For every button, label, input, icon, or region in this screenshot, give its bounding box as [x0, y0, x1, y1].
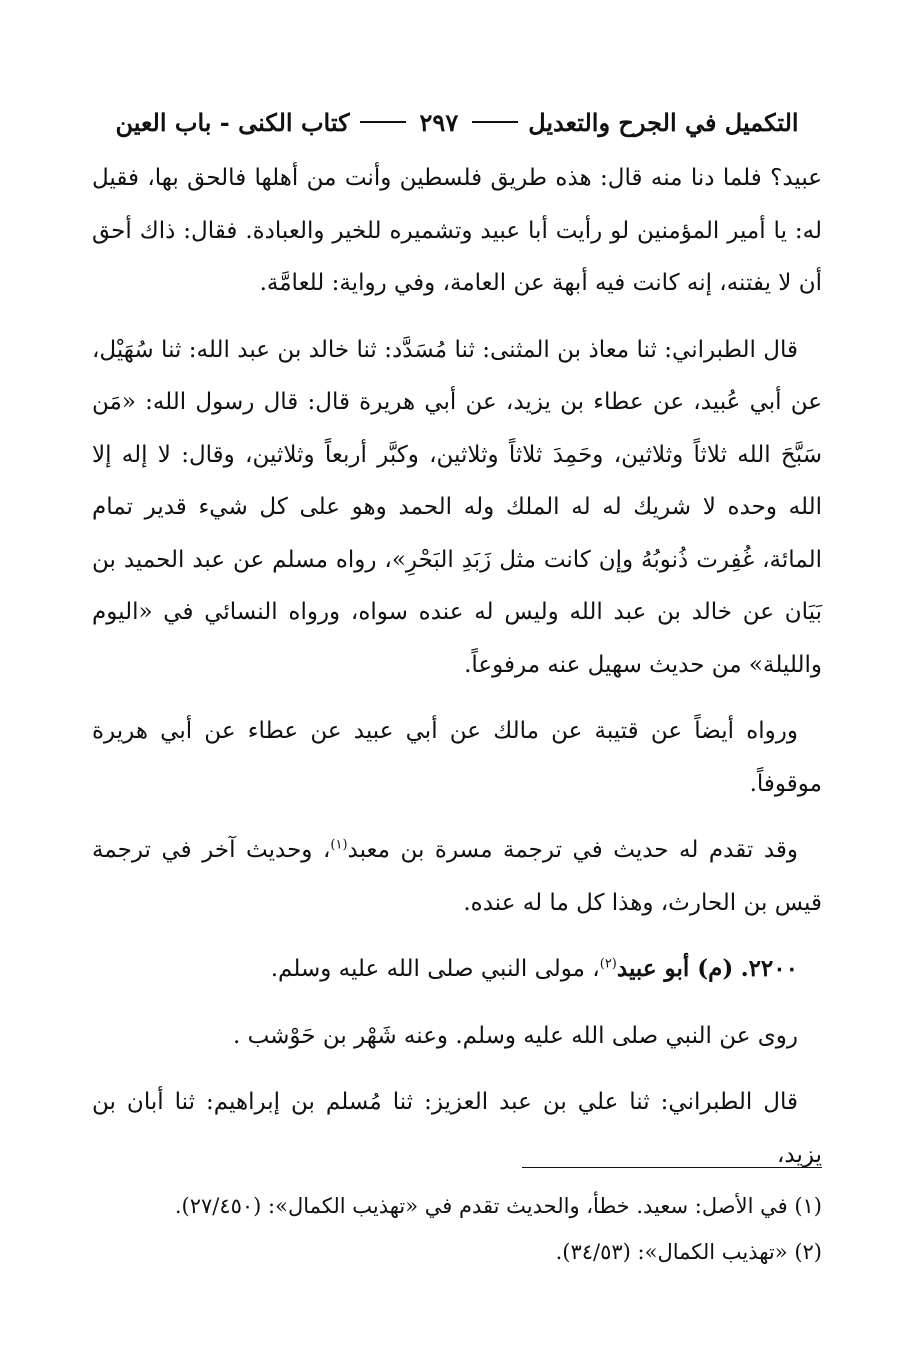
footnote — [92, 1229, 822, 1275]
footnote — [92, 1183, 822, 1229]
paragraph: عبيد؟ فلما دنا منه قال: هذه طريق فلسطين وأنت من أهلها فالحق بها، فقيل له: يا أمير المؤمنين لو رأيت أبا عبيد وتشميره للخير والعبادة. فقال: ذاك أحق أن لا يفتنه، إنه كانت فيه أبهة عن العامة، وفي رواية: للعامَّة. — [92, 165, 822, 296]
footnote-separator — [522, 1167, 822, 1168]
paragraph — [92, 824, 822, 929]
paragraph: قال الطبراني: ثنا علي بن عبد العزيز: ثنا مُسلم بن إبراهيم: ثنا أبان بن يزيد، — [92, 1089, 822, 1168]
footnote-label: (٢) — [794, 1240, 822, 1264]
footnote-label: (١) — [794, 1194, 822, 1218]
paragraph: قال الطبراني: ثنا معاذ بن المثنى: ثنا مُسَدَّد: ثنا خالد بن عبد الله: ثنا سُهَيْل، عن أبي عُبيد، عن عطاء بن يزيد، عن أبي هريرة قال: قال رسول الله: «مَن سَبَّحَ الله ثلاثاً وثلاثين، وحَمِدَ ثلاثاً وثلاثين، وكبَّر أربعاً وثلاثين، وقال: لا إله إلا الله وحده لا شريك له له الملك وله الحمد وهو على كل شيء قدير تمام المائة، غُفِرت ذُنوبُهُ وإن كانت مثل زَبَدِ البَحْرِ»، رواه مسلم عن عبد الحميد بن بَيَان عن خالد بن عبد الله وليس له عنده سواه، ورواه النسائي في «اليوم والليلة» من حديث سهيل عنه مرفوعاً. — [92, 336, 822, 678]
main-text — [92, 152, 822, 1181]
header-dash — [360, 121, 406, 123]
footnotes — [92, 1183, 822, 1275]
entry-name: (م) أبو عبيد — [616, 955, 734, 982]
entry-number: ٢٢٠٠. — [740, 955, 798, 982]
footnote-reference[interactable]: (٢) — [599, 956, 617, 972]
entry-description: ، مولى النبي صلى الله عليه وسلم. — [270, 956, 600, 982]
running-head — [100, 102, 814, 142]
header-dash — [472, 121, 518, 123]
paragraph: روى عن النبي صلى الله عليه وسلم. وعنه شَهْر بن حَوْشب . — [232, 1022, 798, 1049]
entry-heading — [92, 943, 822, 996]
page-number: ٢٩٧ — [419, 107, 459, 137]
paragraph: ورواه أيضاً عن قتيبة عن مالك عن أبي عبيد عن عطاء عن أبي هريرة موقوفاً. — [92, 718, 822, 797]
chapter-title: كتاب الكنى - باب العين — [115, 107, 350, 137]
paragraph-text: وقد تقدم له حديث في ترجمة مسرة بن معبد — [347, 837, 798, 863]
footnote-text: في الأصل: سعيد. خطأ، والحديث تقدم في «تهذيب الكمال»: (٢٧/٤٥٠). — [174, 1194, 788, 1218]
book-title: التكميل في الجرح والتعديل — [528, 107, 799, 137]
footnote-text: «تهذيب الكمال»: (٣٤/٥٣). — [555, 1240, 788, 1264]
paragraph-text: ، وحديث آخر في ترجمة قيس بن الحارث، وهذا كل ما له عنده. — [92, 837, 822, 916]
footnote-reference[interactable]: (١) — [330, 837, 348, 853]
